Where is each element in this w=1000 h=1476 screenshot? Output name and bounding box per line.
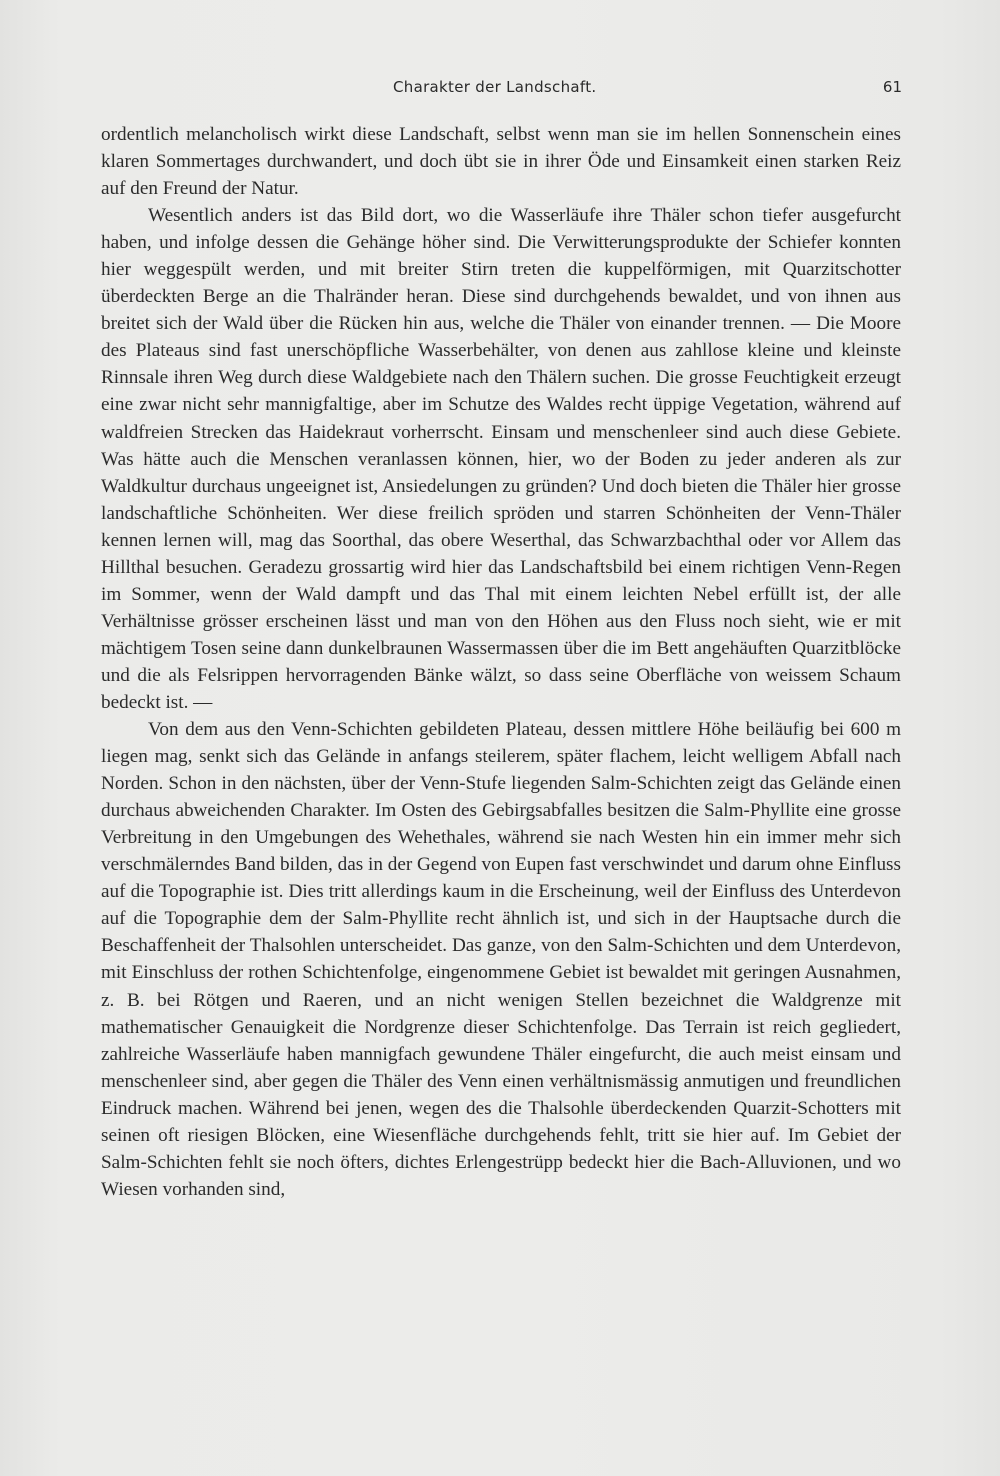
running-header <box>100 78 902 100</box>
paragraph: Von dem aus den Venn-Schichten gebildeten Plateau, dessen mittlere Höhe beiläufig bei 600 m liegen mag, senkt sich das Gelände in anfangs steilerem, später flachem, leicht welligem Abfall nach Norden. Schon in den nächsten, über der Venn-Stufe liegenden Salm-Schichten zeigt das Gelände einen durchaus abweichenden Charakter. Im Osten des Gebirgsabfalles besitzen die Salm-Phyllite eine grosse Verbreitung in den Umgebungen des Wehethales, während sie nach Westen hin ein immer mehr sich verschmälerndes Band bilden, das in der Gegend von Eupen fast verschwindet und darum ohne Einfluss auf die Topographie ist. Dies tritt allerdings kaum in die Erscheinung, weil der Einfluss des Unterdevon auf die Topographie dem der Salm-Phyllite recht ähnlich ist, und sich in der Hauptsache durch die Beschaffenheit der Thalsohlen unterscheidet. Das ganze, von den Salm-Schichten und dem Unterdevon, mit Einschluss der rothen Schichtenfolge, eingenommene Gebiet ist bewaldet mit geringen Ausnahmen, z. B. bei Rötgen und Raeren, und an nicht wenigen Stellen bezeichnet die Waldgrenze mit mathematischer Genauigkeit die Nordgrenze dieser Schichtenfolge. Das Terrain ist reich gegliedert, zahlreiche Wasserläufe haben mannigfach gewundene Thäler eingefurcht, die auch meist einsam und menschenleer sind, aber gegen die Thäler des Venn einen verhältnismässig anmutigen und freundlichen Eindruck machen. Während bei jenen, wegen des die Thalsohle überdeckenden Quarzit-Schotters mit seinen oft riesigen Blöcken, eine Wiesenfläche durchgehends fehlt, tritt sie hier auf. Im Gebiet der Salm-Schichten fehlt sie noch öfters, dichtes Erlengestrüpp bedeckt hier die Bach-Alluvionen, und wo Wiesen vorhanden sind, <box>101 719 901 1200</box>
page-number: 61 <box>882 78 902 96</box>
paragraph-continued: ordentlich melancholisch wirkt diese Landschaft, selbst wenn man sie im hellen Sonnenschein eines klaren Sommertages durchwandert, und doch übt sie in ihrer Öde und Einsamkeit einen starken Reiz auf den Freund der Natur. <box>101 124 901 200</box>
body-text <box>101 121 901 1203</box>
paragraph: Wesentlich anders ist das Bild dort, wo die Wasserläufe ihre Thäler schon tiefer ausgefurcht haben, und infolge dessen die Gehänge höher sind. Die Verwitterungsprodukte der Schiefer konnten hier weggespült werden, und mit breiter Stirn treten die kuppelförmigen, mit Quarzitschotter überdeckten Berge an die Thalränder heran. Diese sind durchgehends bewaldet, und von ihnen aus breitet sich der Wald über die Rücken hin aus, welche die Thäler von einander trennen. — Die Moore des Plateaus sind fast unerschöpfliche Wasserbehälter, von denen aus zahllose kleine und kleinste Rinnsale ihren Weg durch diese Waldgebiete nach den Thälern suchen. Die grosse Feuchtigkeit erzeugt eine zwar nicht sehr mannigfaltige, aber im Schutze des Waldes recht üppige Vegetation, während auf waldfreien Strecken das Haidekraut vorherrscht. Einsam und menschenleer sind auch diese Gebiete. Was hätte auch die Menschen veranlassen können, hier, wo der Boden zu jeder anderen als zur Waldkultur durchaus ungeeignet ist, Ansiedelungen zu gründen? Und doch bieten die Thäler hier grosse landschaftliche Schönheiten. Wer diese freilich spröden und starren Schönheiten der Venn-Thäler kennen lernen will, mag das Soorthal, das obere Weserthal, das Schwarzbachthal oder vor Allem das Hillthal besuchen. Geradezu grossartig wird hier das Landschaftsbild bei einem richtigen Venn-Regen im Sommer, wenn der Wald dampft und das Thal mit einem leichten Nebel erfüllt ist, der alle Verhältnisse grösser erscheinen lässt und man von den Höhen aus den Fluss noch sieht, wie er mit mächtigem Tosen seine dann dunkelbraunen Wassermassen über die im Bett angehäuften Quarzitblöcke und die als Felsrippen hervorragenden Bänke wälzt, so dass seine Oberfläche von weissem Schaum bedeckt ist. — <box>101 205 901 713</box>
running-title: Charakter der Landschaft. <box>393 78 597 96</box>
